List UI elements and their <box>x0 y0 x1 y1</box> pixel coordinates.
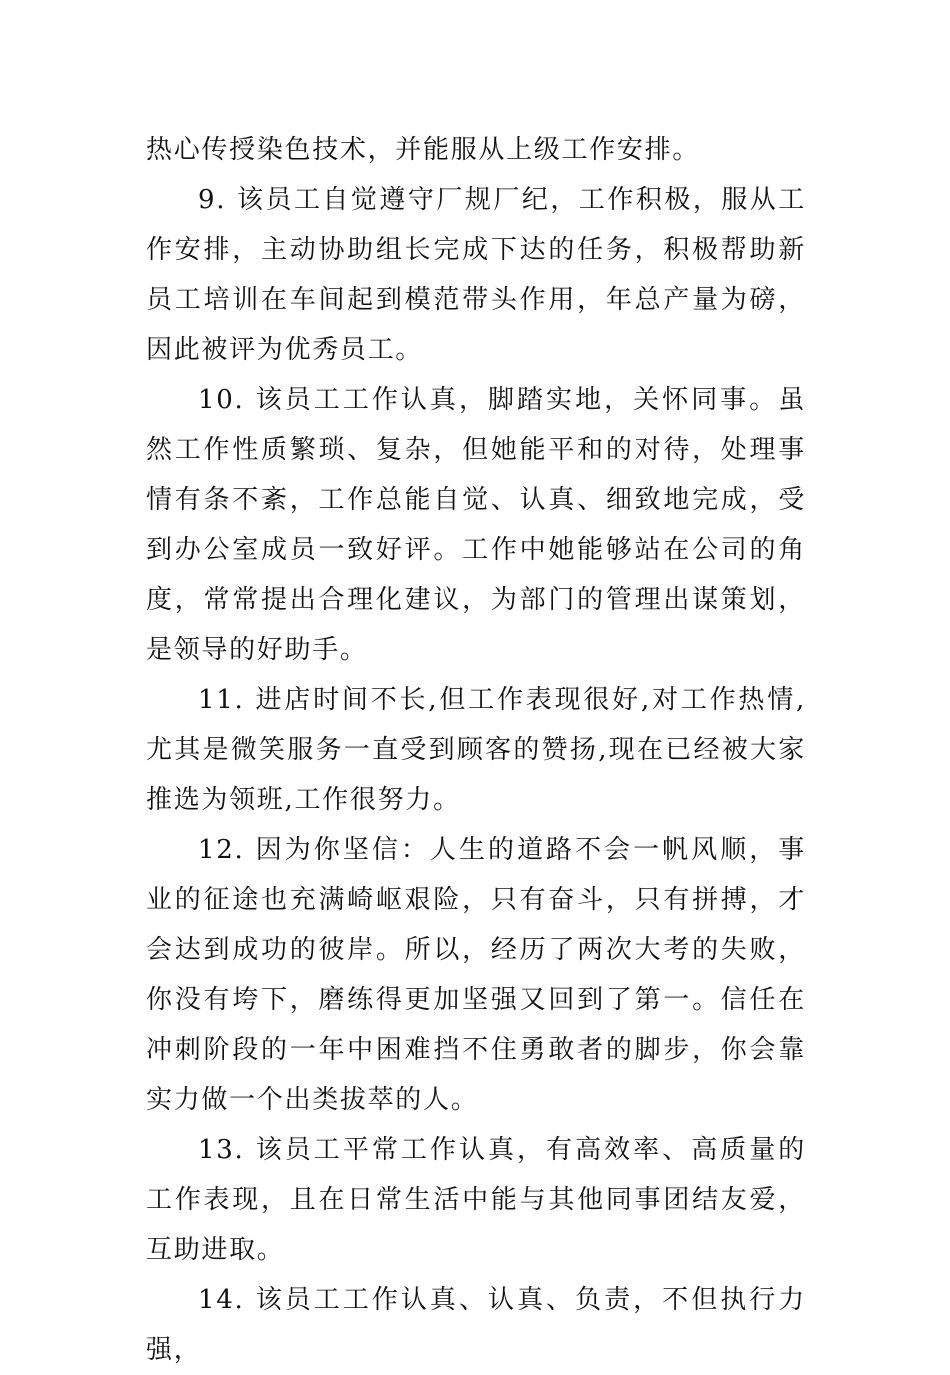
paragraph-item-13: 13. 该员工平常工作认真，有高效率、高质量的工作表现，且在日常生活中能与其他同事团结友爱，互助进取。 <box>146 1135 806 1265</box>
paragraph-item-9: 9. 该员工自觉遵守厂规厂纪，工作积极，服从工作安排，主动协助组长完成下达的任务，积极帮助新员工培训在车间起到模范带头作用，年总产量为磅，因此被评为优秀员工。 <box>146 185 806 365</box>
paragraph-item-12: 12. 因为你坚信：人生的道路不会一帆风顺，事业的征途也充满崎岖艰险，只有奋斗，只有拼搏，才会达到成功的彼岸。所以，经历了两次大考的失败，你没有垮下，磨练得更加坚强又回到了第一。信任在冲刺阶段的一年中困难挡不住勇敢者的脚步，你会靠实力做一个出类拔萃的人。 <box>146 835 806 1115</box>
paragraph-continuation: 热心传授染色技术，并能服从上级工作安排。 <box>146 135 701 165</box>
paragraph-item-10: 10. 该员工工作认真，脚踏实地，关怀同事。虽然工作性质繁琐、复杂，但她能平和的对待，处理事情有条不紊，工作总能自觉、认真、细致地完成，受到办公室成员一致好评。工作中她能够站在公司的角度，常常提出合理化建议，为部门的管理出谋策划，是领导的好助手。 <box>146 385 806 665</box>
paragraph-item-11: 11. 进店时间不长,但工作表现很好,对工作热情,尤其是微笑服务一直受到顾客的赞扬,现在已经被大家推选为领班,工作很努力。 <box>146 685 806 815</box>
document-body <box>146 125 806 1375</box>
paragraph-item-14: 14. 该员工工作认真、认真、负责，不但执行力强， <box>146 1285 806 1365</box>
